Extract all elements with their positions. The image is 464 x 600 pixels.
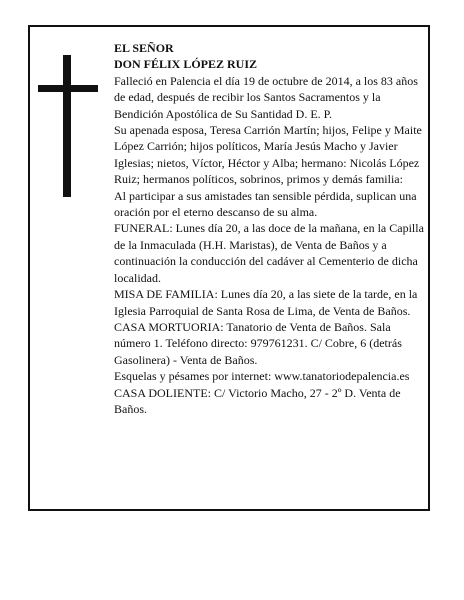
funeral-info: FUNERAL: Lunes día 20, a las doce de la mañana, en la Capilla de la Inmaculada (H.H. Maristas), de Venta de Baños y a continuación la conducción del cadáver al Cementerio de dicha localidad. bbox=[114, 221, 424, 285]
family-mass-info: MISA DE FAMILIA: Lunes día 20, a las siete de la tarde, en la Iglesia Parroquial de Santa Rosa de Lima, de Venta de Baños. bbox=[114, 287, 418, 318]
prayer-request: Al participar a sus amistades tan sensible pérdida, suplican una oración por el eterno descanso de su alma. bbox=[114, 188, 417, 220]
funeral-home-info: CASA MORTUORIA: Tanatorio de Venta de Baños. Sala número 1. Teléfono directo: 979761231. C/ Cobre, 6 (detrás Gasolinera) - Venta de Baños. bbox=[114, 319, 402, 367]
death-announcement: Falleció en Palencia el día 19 de octubre de 2014, a los 83 años de edad, después de recibir los Santos Sacramentos y la Bendición Apostólica de Su Santidad D. E. P. bbox=[114, 73, 418, 121]
online-condolences: Esquelas y pésames por internet: www.tanatoriodepalencia.es bbox=[114, 369, 410, 384]
cross-vertical-bar bbox=[63, 55, 71, 197]
family-list: Su apenada esposa, Teresa Carrión Martín; hijos, Felipe y Maite López Carrión; hijos políticos, María Jesús Macho y Javier Iglesias; nietos, Víctor, Héctor y Alba; hermano: Nicolás López Ruiz; hermanos políticos, sobrinos, primos y demás familia: bbox=[114, 123, 422, 187]
family-home-info: CASA DOLIENTE: C/ Victorio Macho, 27 - 2º D. Venta de Baños. bbox=[114, 385, 401, 416]
latin-cross-icon bbox=[38, 55, 98, 197]
deceased-name: DON FÉLIX LÓPEZ RUIZ bbox=[114, 57, 258, 72]
title-line-1: EL SEÑOR bbox=[114, 41, 174, 55]
obituary-text bbox=[114, 40, 424, 417]
cross-horizontal-bar bbox=[38, 85, 98, 92]
